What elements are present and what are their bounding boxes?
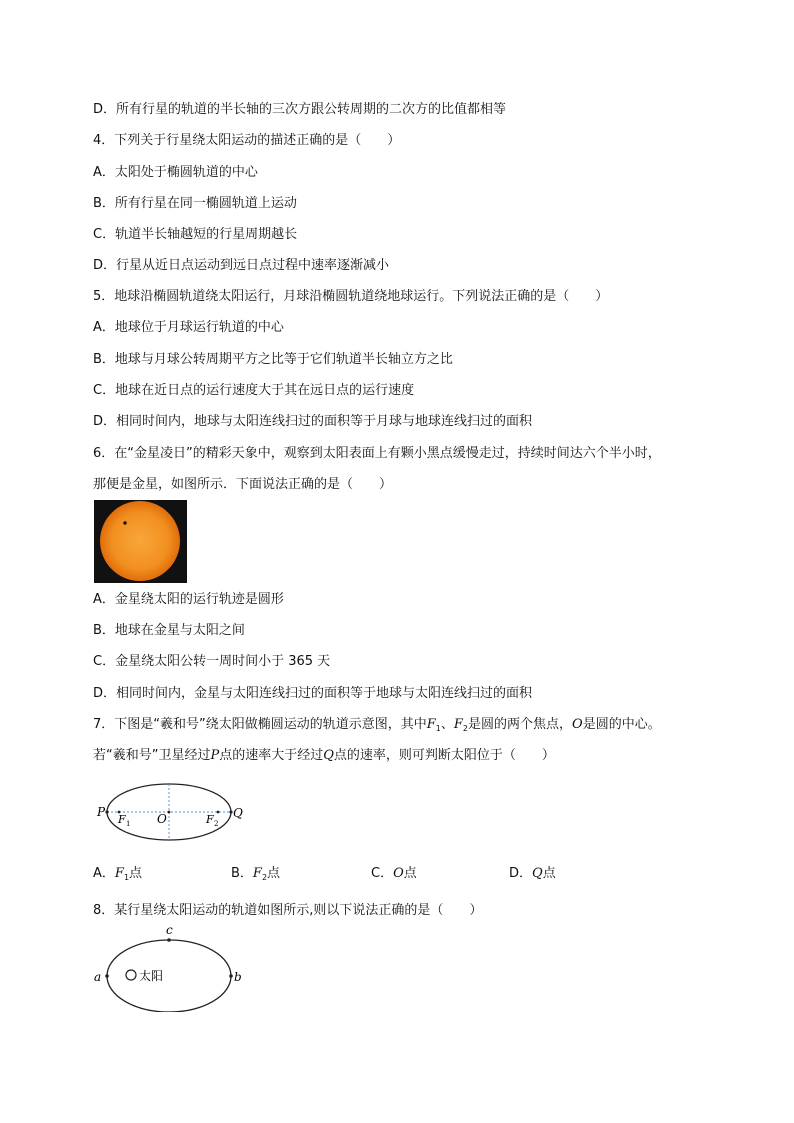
q5-option-a: A．地球位于月球运行轨道的中心: [93, 320, 284, 335]
focus-f2-label: F: [206, 813, 214, 826]
q3-option-d: D．所有行星的轨道的半长轴的三次方跟公转周期的二次方的比值都相等: [93, 102, 507, 117]
point-a-label: a: [94, 970, 102, 984]
q4-option-d: D．行星从近日点运动到远日点过程中速率逐渐减小: [93, 258, 390, 273]
q7-option-a: A．$F_1$点: [93, 866, 143, 882]
focus-f1-label: F: [118, 813, 126, 826]
q5-option-c: C．地球在近日点的运行速度大于其在远日点的运行速度: [93, 383, 415, 398]
point-q-label: Q: [233, 806, 243, 820]
q6-stem-line1: 6．在“金星凌日”的精彩天象中，观察到太阳表面上有颗小黑点缓慢走过，持续时间达六个半小时，: [93, 446, 661, 461]
q7-stem-line2: 若“羲和号”卫星经过P点的速率大于经过Q点的速率，则可判断太阳位于（ ）: [93, 748, 555, 763]
point-c-label: c: [166, 923, 173, 937]
q6-option-b: B．地球在金星与太阳之间: [93, 623, 245, 638]
q4-stem: 4．下列关于行星绕太阳运动的描述正确的是（ ）: [93, 133, 401, 148]
focus-f2-subscript: 2: [214, 820, 219, 828]
q8-orbit-diagram: [88, 922, 248, 1012]
q7-option-b: B．$F_2$点: [231, 866, 281, 882]
q6-option-a: A．金星绕太阳的运行轨迹是圆形: [93, 592, 284, 607]
q7-option-d: D．Q点: [509, 866, 556, 881]
q6-stem-line2: 那便是金星，如图所示．下面说法正确的是（ ）: [93, 477, 393, 492]
q5-stem: 5．地球沿椭圆轨道绕太阳运行，月球沿椭圆轨道绕地球运行。下列说法正确的是（ ）: [93, 289, 609, 304]
focus-f1-subscript: 1: [126, 820, 131, 828]
venus-dot: [123, 521, 126, 524]
q7-stem-line1: 7．下图是“羲和号”绕太阳做椭圆运动的轨道示意图，其中$F_1$、$F_2$是圆的两个焦点，O是圆的中心。: [93, 717, 661, 733]
sun-circle: [126, 970, 136, 980]
point-p-label: P: [97, 805, 106, 819]
q7-orbit-diagram: [90, 775, 250, 850]
q6-option-d: D．相同时间内，金星与太阳连线扫过的面积等于地球与太阳连线扫过的面积: [93, 686, 533, 701]
q4-option-b: B．所有行星在同一椭圆轨道上运动: [93, 196, 297, 211]
center-o-label: O: [157, 812, 167, 826]
q5-option-d: D．相同时间内，地球与太阳连线扫过的面积等于月球与地球连线扫过的面积: [93, 414, 533, 429]
venus-transit-photo: [94, 500, 187, 583]
q8-stem: 8．某行星绕太阳运动的轨道如图所示,则以下说法正确的是（ ）: [93, 903, 483, 918]
q4-option-a: A．太阳处于椭圆轨道的中心: [93, 165, 258, 180]
point-b-label: b: [234, 970, 242, 984]
q7-option-c: C．O点: [371, 866, 417, 881]
q5-option-b: B．地球与月球公转周期平方之比等于它们轨道半长轴立方之比: [93, 352, 453, 367]
q4-option-c: C．轨道半长轴越短的行星周期越长: [93, 227, 298, 242]
sun-label: 太阳: [139, 969, 164, 983]
q6-option-c: C．金星绕太阳公转一周时间小于 365 天: [93, 654, 331, 669]
